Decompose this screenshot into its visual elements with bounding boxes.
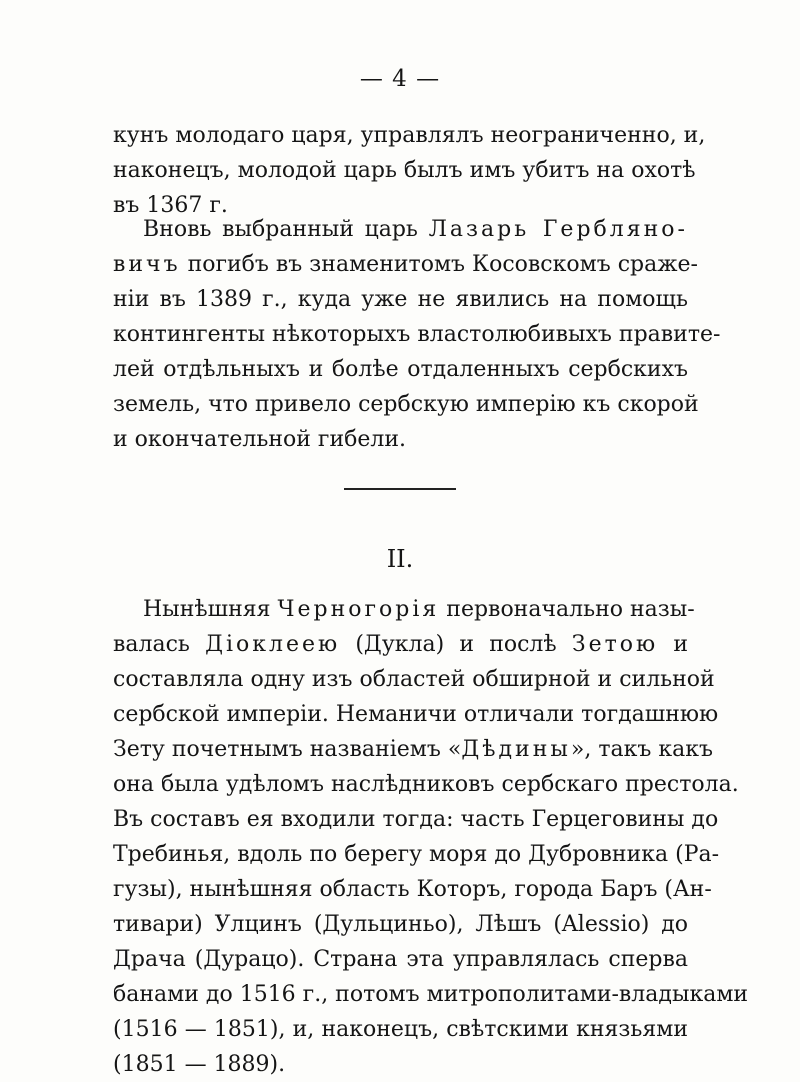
text-line: тивари) Улцинъ (Дульциньо), Лѣшъ (Alessio) до	[113, 912, 688, 937]
text-line	[113, 592, 695, 627]
text-line	[113, 212, 688, 247]
text-line	[113, 247, 698, 282]
text-line: (1516 — 1851), и, наконецъ, свѣтскими князьями	[113, 1017, 688, 1042]
text-line: нiи въ 1389 г., куда уже не явились на помощь	[113, 287, 688, 312]
section-numeral: II.	[386, 545, 414, 573]
place-term: Дiоклеею	[205, 632, 341, 657]
text-line: въ 1367 г.	[113, 193, 228, 218]
person-name: Лазарь Гербляно-	[428, 217, 688, 242]
text-line: земель, что привело сербскую имперiю къ скорой	[113, 392, 699, 417]
text-line: Требинья, вдоль по берегу моря до Дубровника (Ра-	[113, 842, 720, 867]
text-line	[113, 732, 713, 767]
text-line: контингенты нѣкоторыхъ властолюбивыхъ правите-	[113, 322, 721, 347]
place-term: Черногорiя	[277, 597, 440, 622]
person-name: вичъ	[113, 252, 181, 277]
text-run: Зету почетнымъ названiемъ «	[113, 737, 462, 762]
text-line: и окончательной гибели.	[113, 427, 407, 452]
paragraph-montenegro	[113, 592, 749, 1082]
text-line	[113, 627, 688, 662]
section-divider	[344, 488, 456, 490]
page-number: — 4 —	[359, 66, 441, 92]
text-line: наконецъ, молодой царь былъ имъ убитъ на охотѣ	[113, 158, 696, 183]
text-line: Въ составъ ея входили тогда: часть Герцеговины до	[113, 807, 719, 832]
text-run: первоначально назы-	[439, 597, 695, 622]
text-line: гузы), нынѣшняя область Которъ, города Баръ (Ан-	[113, 877, 712, 902]
text-line: составляла одну изъ областей обширной и сильной	[113, 667, 715, 692]
text-run: погибъ въ знаменитомъ Косовскомъ сраже-	[180, 252, 698, 277]
continuation-paragraph	[113, 118, 706, 223]
text-line: (1851 — 1889).	[113, 1052, 286, 1077]
text-line: сербской имперiи. Неманичи отличали тогдашнюю	[113, 702, 719, 727]
text-line: Драча (Дурацо). Страна эта управлялась сперва	[113, 947, 688, 972]
text-run: », такъ какъ	[570, 737, 713, 762]
text-run: (Дукла) и послѣ	[340, 632, 572, 657]
paragraph-lazar	[113, 212, 721, 457]
text-line: она была удѣломъ наслѣдниковъ сербскаго престола.	[113, 772, 739, 797]
text-run: Нынѣшняя	[143, 597, 278, 622]
text-line: банами до 1516 г., потомъ митрополитами-владыками	[113, 982, 749, 1007]
text-run: Вновь выбранный царь	[143, 217, 429, 242]
text-line: кунъ молодаго царя, управлялъ неограниченно, и,	[113, 123, 706, 148]
text-line: лей отдѣльныхъ и болѣе отдаленныхъ сербскихъ	[113, 357, 688, 382]
text-run: валась	[113, 632, 206, 657]
text-run: и	[658, 632, 688, 657]
place-term: Дѣдины	[461, 737, 571, 762]
place-term: Зетою	[571, 632, 659, 657]
